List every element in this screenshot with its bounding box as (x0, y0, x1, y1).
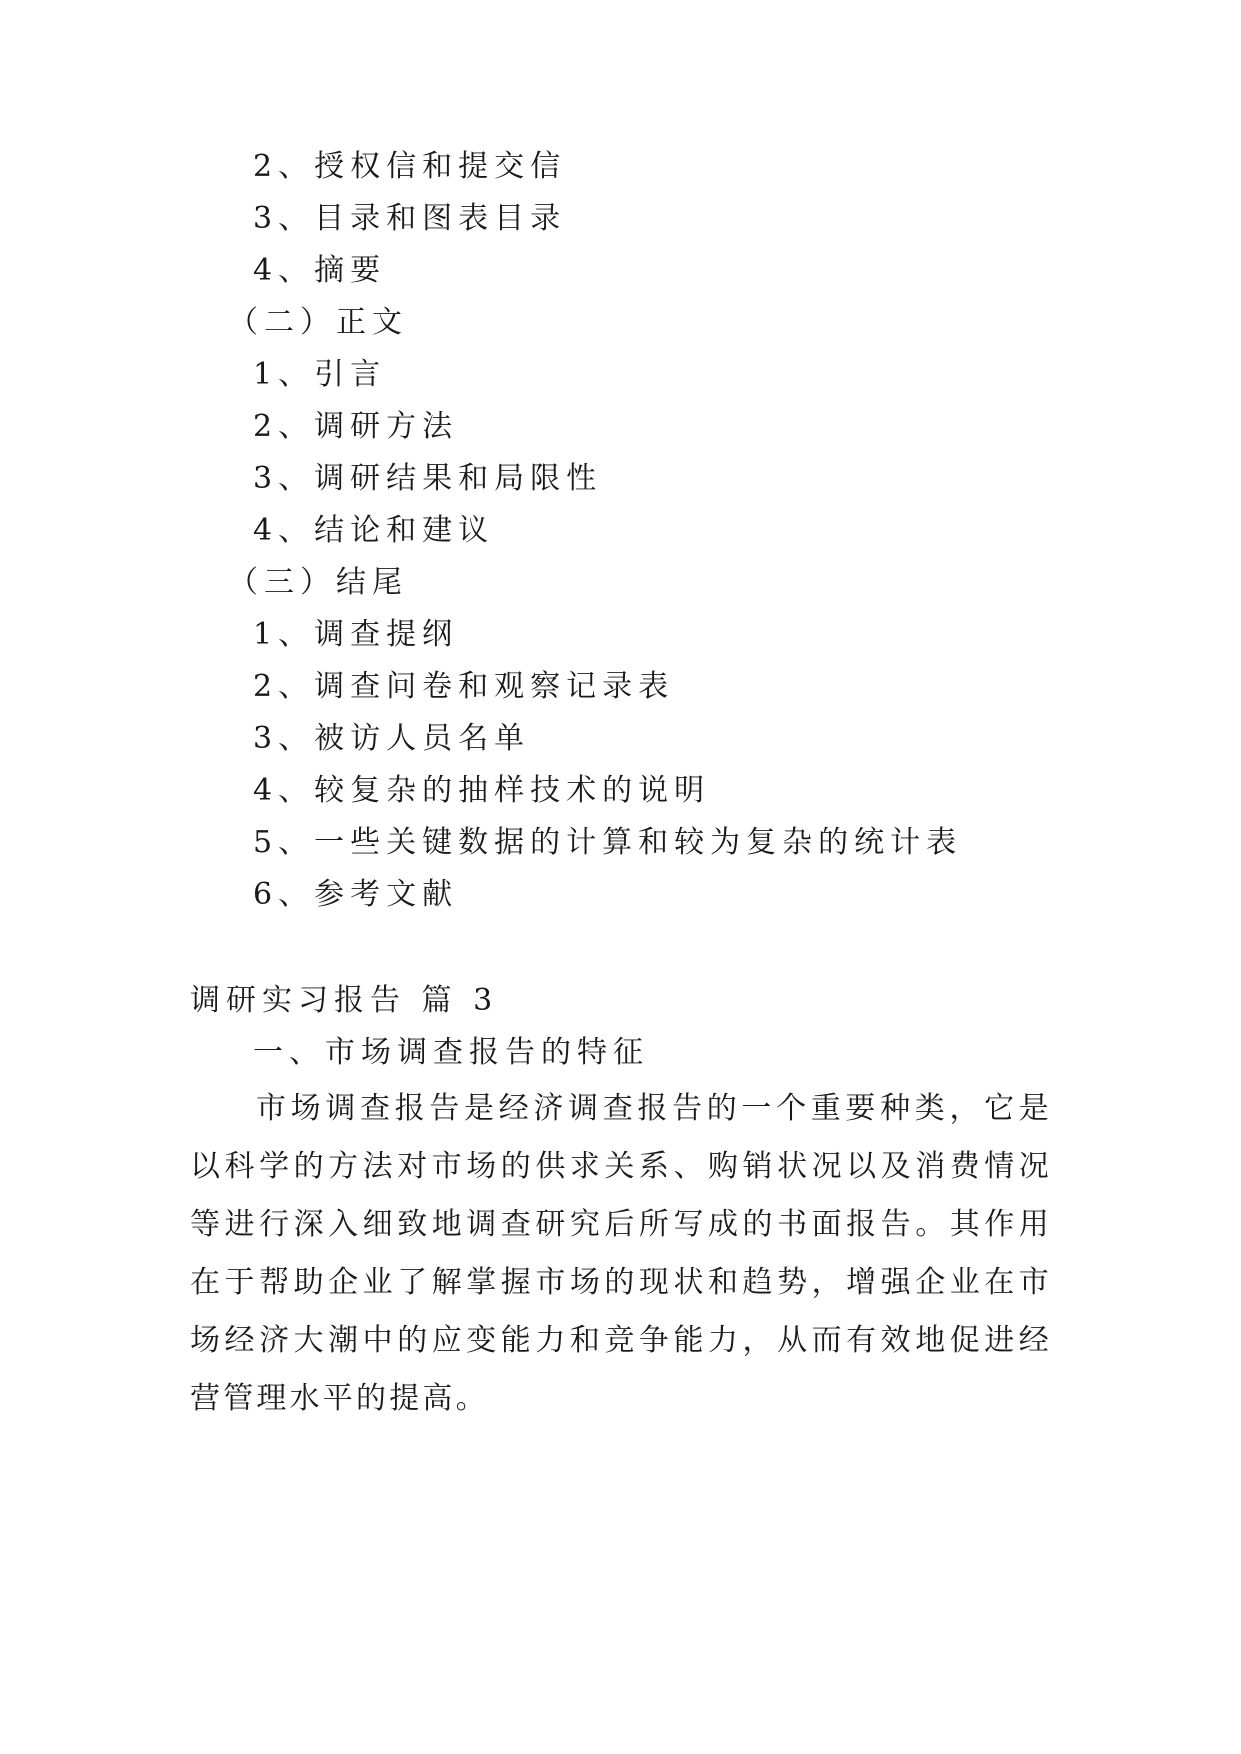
paragraph-features (190, 1080, 1052, 1428)
body-item-conclusions: 4、结论和建议 (253, 513, 495, 548)
body-item-results: 3、调研结果和局限性 (253, 461, 603, 496)
body-item-introduction: 1、引言 (253, 357, 387, 392)
front-item-abstract: 4、摘要 (253, 253, 387, 288)
front-item-authorization-letter: 2、授权信和提交信 (253, 149, 567, 184)
paragraph-text: 市场调查报告是经济调查报告的一个重要种类，它是以科学的方法对市场的供求关系、购销状况以及消费情况等进行深入细致地调查研究后所写成的书面报告。其作用在于帮助企业了解掌握市场的现状和趋势，增强企业在市场经济大潮中的应变能力和竞争能力，从而有效地促进经营管理水平的提高。 (190, 1091, 1052, 1416)
part-title: 调研实习报告 篇 3 (190, 983, 499, 1018)
front-item-table-of-contents: 3、目录和图表目录 (253, 201, 567, 236)
end-item-interviewees: 3、被访人员名单 (253, 721, 531, 756)
body-item-methods: 2、调研方法 (253, 409, 459, 444)
end-item-references: 6、参考文献 (253, 877, 459, 912)
end-item-questionnaire: 2、调查问卷和观察记录表 (253, 669, 675, 704)
section-heading-ending: （三）结尾 (228, 565, 408, 600)
end-item-outline: 1、调查提纲 (253, 617, 459, 652)
subheading-features: 一、市场调查报告的特征 (253, 1035, 649, 1070)
end-item-sampling: 4、较复杂的抽样技术的说明 (253, 773, 711, 808)
end-item-statistics: 5、一些关键数据的计算和较为复杂的统计表 (253, 825, 963, 860)
section-heading-body: （二）正文 (228, 305, 408, 340)
